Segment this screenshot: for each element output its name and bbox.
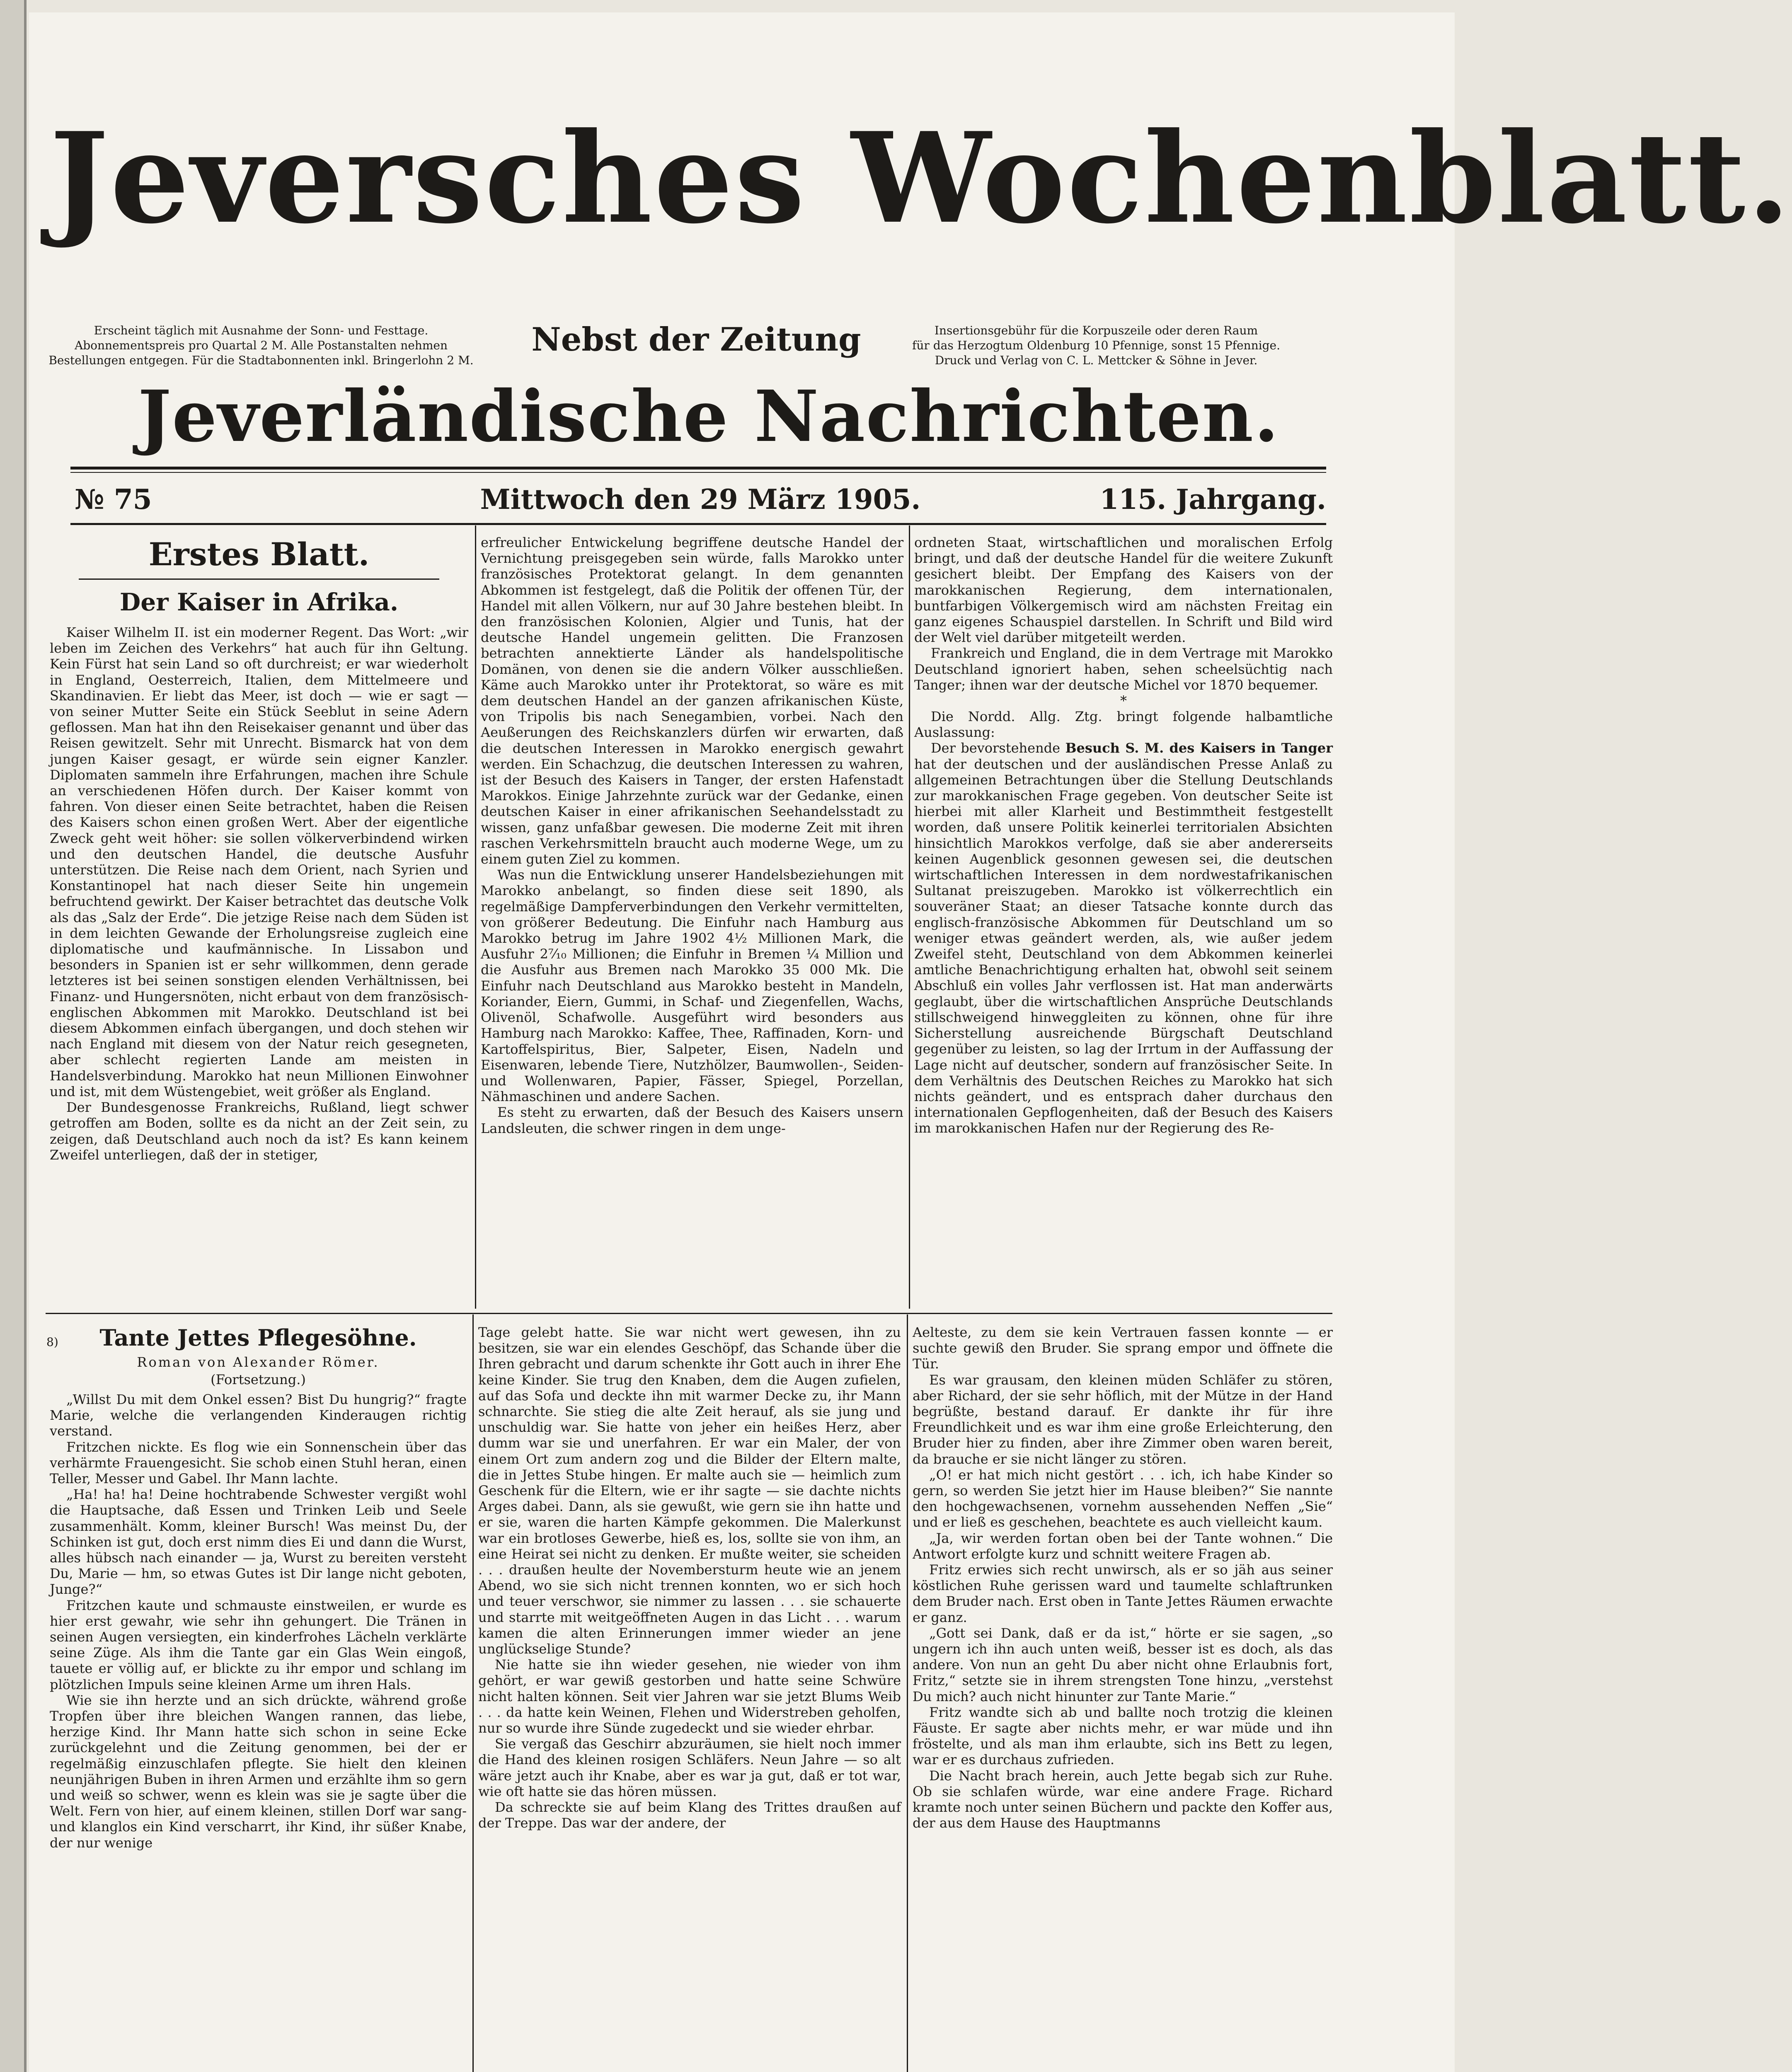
header-rule-top-thin [70,472,1326,473]
advertising-info: Insertionsgebühr für die Korpuszeile oder deren Raum für das Herzogtum Oldenburg 10 Pfennige, sonst 15 Pfennige. Druck und Verlag von C. L. Mettcker & Söhne in Jever. [912,324,1280,367]
story-paragraph: Fritz wandte sich ab und ballte noch trotzig die kleinen Fäuste. Er sagte aber nichts mehr, er war müde und ihn fröstelte, und als man ihm erlaubte, sich ins Bett zu legen, war er es durchaus zufrieden. [913,1704,1333,1768]
upper-column-3 [914,535,1333,1136]
masthead-subtitle: Jeverländische Nachrichten. [138,375,1280,458]
section-separator-star: * [1120,693,1127,709]
masthead-title: Jeversches Wochenblatt. [50,105,1792,251]
story-paragraph: Nie hatte sie ihn wieder gesehen, nie wieder von ihm gehört, er war gewiß gestorben und hatte seine Schwüre nicht halten können. Seit vier Jahren war sie jetzt Blums Weib . . . da hatte kein Weinen, Flehen und Widerstreben geholfen, nur so wurde ihre Sünde zugedeckt und sie wieder ehrbar. [478,1657,901,1736]
column-rule-3 [472,1314,474,2072]
issue-volume: 115. Jahrgang. [1099,483,1326,516]
story-paragraph: Sie vergaß das Geschirr abzuräumen, sie hielt noch immer die Hand des kleinen rosigen Schläfers. Neun Jahre — so alt wäre jetzt auch ihr Knabe, aber es war ja gut, daß er tot war, wie oft hatte sie das hören müssen. [478,1736,901,1799]
article-paragraph [914,740,1333,1136]
story-paragraph: „Willst Du mit dem Onkel essen? Bist Du hungrig?“ fragte Marie, welche die verlangenden Kinderaugen richtig verstand. [50,1392,467,1439]
subscription-info: Erscheint täglich mit Ausnahme der Sonn- und Festtage. Abonnementspreis pro Quartal 2 M. Alle Postanstalten nehmen Bestellungen entgegen. Für die Stadtabonnenten inkl. Bringerlohn 2 M. [48,324,474,367]
article-paragraph: Der Bundesgenosse Frankreichs, Rußland, liegt schwer getroffen am Boden, sollte es da nicht an der Zeit sein, zu zeigen, daß Deutschland auch noch da ist? Es kann keinem Zweifel unterliegen, daß der in stetiger, [50,1099,468,1163]
bold-phrase: Besuch S. M. des Kaisers in Tanger [1065,740,1333,756]
feuilleton-column-2 [478,1324,901,1831]
page-fold [0,0,25,2072]
story-paragraph: „Gott sei Dank, daß er da ist,“ hörte er sie sagen, „so ungern ich ihn auch unten weiß, besser ist es doch, als das andere. Von nun an geht Du aber nicht ohne Erlaubnis fort, Fritz,“ setzte sie in ihrem strengsten Tone hinzu, „verstehst Du mich? auch nicht hinunter zur Tante Marie.“ [913,1625,1333,1704]
feuilleton-byline: Roman von Alexander Römer. [137,1354,380,1370]
upper-column-2 [481,535,903,1136]
fold-line [24,0,27,2072]
feuilleton-column-1 [50,1322,467,1851]
story-paragraph: „O! er hat mich nicht gestört . . . ich, ich habe Kinder so gern, so werden Sie jetzt hier im Hause bleiben?“ Sie nannte den hochgewachsenen, vornehm aussehenden Neffen „Sie“ und er ließ es geschehen, beachtete es auch vielleicht kaum. [913,1467,1333,1530]
header-rule-bottom [70,523,1326,525]
story-paragraph: „Ja, wir werden fortan oben bei der Tante wohnen.“ Die Antwort erfolgte kurz und schnitt weitere Fragen ab. [913,1530,1333,1562]
article-title: Der Kaiser in Afrika. [119,588,399,616]
story-paragraph: Fritzchen nickte. Es flog wie ein Sonnenschein über das verhärmte Frauengesicht. Sie schob einen Stuhl heran, einen Teller, Messer und Gabel. Ihr Mann lachte. [50,1439,467,1487]
story-paragraph: Fritz erwies sich recht unwirsch, als er so jäh aus seiner köstlichen Ruhe gerissen ward und taumelte schlaftrunken dem Bruder nach. Erst oben in Tante Jettes Räumen erwachte er ganz. [913,1562,1333,1625]
column-rule-1 [475,525,476,1309]
story-paragraph: Die Nacht brach herein, auch Jette begab sich zur Ruhe. Ob sie schlafen würde, war eine andere Frage. Richard kramte noch unter seinen Büchern und packte den Koffer aus, der aus dem Hause des Hauptmanns [913,1767,1333,1831]
feuilleton-column-3 [913,1324,1333,1831]
paragraph-lead: Der bevorstehende [931,740,1061,756]
story-paragraph: Da schreckte sie auf beim Klang des Trittes draußen auf der Treppe. Das war der andere, der [478,1799,901,1831]
article-paragraph: erfreulicher Entwickelung begriffene deutsche Handel der Vernichtung preisgegeben sein würde, falls Marokko unter französisches Protektorat gelangt. In dem genannten Abkommen ist festgelegt, daß die Politik der offenen Tür, der Handel mit allen Völkern, nur auf 30 Jahre bestehen bleibt. In den französischen Kolonien, Algier und Tunis, hat der deutsche Handel ungemein gelitten. Die Franzosen betrachten annektierte Länder als handelspolitische Domänen, von denen sie die andern Völker ausschließen. Käme auch Marokko unter ihr Protektorat, so wäre es mit dem deutschen Handel an der ganzen afrikanischen Küste, von Tripolis bis nach Senegambien, vorbei. Nach den Aeußerungen des Reichskanzlers dürfen wir erwarten, daß die deutschen Interessen in Marokko energisch gewahrt werden. Ein Schachzug, die deutschen Interessen zu wahren, ist der Besuch des Kaisers in Tanger, der ersten Hafenstadt Marokkos. Einige Jahrzehnte zurück war der Gedanke, einen deutschen Kaiser in einer afrikanischen Seehandelsstadt zu wissen, ganz unfaßbar gewesen. Die moderne Zeit mit ihren raschen Verkehrsmitteln braucht auch moderne Wege, um zu einem guten Ziel zu kommen. [481,535,903,867]
story-paragraph: Fritzchen kaute und schmauste einstweilen, er wurde es hier erst gewahr, wie sehr ihn gehungert. Die Tränen in seinen Augen versiegten, ein kinderfrohes Lächeln verklärte seine Züge. Als ihm die Tante gar ein Glas Wein eingoß, tauete er völlig auf, er blickte zu ihr empor und schlang im plötzlichen Impuls seine kleinen Arme um ihren Hals. [50,1597,467,1692]
article-paragraph: Es steht zu erwarten, daß der Besuch des Kaisers unsern Landsleuten, die schwer ringen in dem unge- [481,1104,903,1136]
story-paragraph: Wie sie ihn herzte und an sich drückte, während große Tropfen über ihre bleichen Wangen rannen, das liebe, herzige Kind. Ihr Mann hatte sich schon in seine Ecke zurückgelehnt und die Zeitung genommen, bei der er regelmäßig einzuschlafen pflegte. Sie hielt den kleinen neunjährigen Buben in ihren Armen und erzählte ihm so gern und weiß so schwer, wenn es klein was sie je sagte über die Welt. Fern von hier, auf einem kleinen, stillen Dorf war sang- und klanglos ein Kind verscharrt, ihr Kind, ihr süßer Knabe, der nur wenige [50,1692,467,1851]
article-paragraph: Die Nordd. Allg. Ztg. bringt folgende halbamtliche Auslassung: [914,709,1333,741]
issue-date: Mittwoch den 29 März 1905. [480,483,921,516]
article-paragraph: Kaiser Wilhelm II. ist ein moderner Regent. Das Wort: „wir leben im Zeichen des Verkehrs“ hat auch für ihn Geltung. Kein Fürst hat sein Land so oft durchreist; er war wiederholt in England, Oesterreich, Italien, dem Mittelmeere und Skandinavien. Er liebt das Meer, ist doch — wie er sagt — von seiner Mutter Seite ein Stück Seeblut in seine Adern geflossen. Man hat ihn den Reisekaiser genannt und über das Reisen gewitzelt. Sehr mit Unrecht. Bismarck hat von dem jungen Kaiser gesagt, er würde sein eigner Kanzler. Diplomaten sammeln ihre Erfahrungen, machen ihre Schule an verschiedenen Höfen durch. Der Kaiser kommt von fahren. Von dieser einen Seite betrachtet, haben die Reisen des Kaisers schon einen großen Wert. Aber der eigentliche Zweck geht weit höher: sie sollen völkerverbindend wirken und den deutschen Handel, die deutsche Ausfuhr unterstützen. Die Reise nach dem Orient, nach Syrien und Konstantinopel hat nach dieser Seite hin ungemein befruchtend gewirkt. Der Kaiser betrachtet das deutsche Volk als das „Salz der Erde“. Die jetzige Reise nach dem Süden ist in dem leichten Gewande der Erholungsreise zugleich eine diplomatische und kaufmännische. In Lissabon und besonders in Spanien ist er sehr willkommen, denn gerade letzteres ist bei seinen sonstigen elenden Verhältnissen, bei Finanz- und Hungersnöten, nicht erbaut von dem französisch-englischen Abkommen mit Marokko. Deutschland ist bei diesem Abkommen einfach übergangen, und doch stehen wir nach England mit diesem von der Natur reich gesegneten, aber schlecht regierten Lande am meisten in Handelsverbindung. Marokko hat neun Millionen Einwohner und ist, mit dem Wüstengebiet, weit größer als England. [50,625,468,1099]
feuilleton-rule [46,1313,1332,1314]
story-paragraph: Tage gelebt hatte. Sie war nicht wert gewesen, ihn zu besitzen, sie war ein elendes Geschöpf, das Schande über die Ihren gebracht und darum schenkte ihr Gott auch in ihrer Ehe keine Kinder. Sie trug den Knaben, dem die Augen zufielen, auf das Sofa und deckte ihn mit warmer Decke zu, ihr Mann schnarchte. Sie stieg die alte Zeit herauf, als sie jung und unschuldig war. Sie hatte von jeher ein heißes Herz, aber dumm war sie und unerfahren. Er war ein Maler, der von einem Ort zum andern zog und die Bilder der Eltern malte, die in Jettes Stube hingen. Er malte auch sie — heimlich zum Geschenk für die Eltern, wie er ihr sagte — sie dachte nichts Arges dabei. Dann, als sie gewußt, wie gern sie ihn hatte und er sie, waren die harten Kämpfe gekommen. Die Malerkunst war ein brotloses Gewerbe, hieß es, los, sollte sie von ihm, an eine Heirat sei nicht zu denken. Er mußte weiter, sie scheiden . . . draußen heulte der Novembersturm heute wie an jenem Abend, wo sie sich nicht trennen konnten, wo er sich hoch und teuer verschwor, sie nimmer zu lassen . . . sie schauerte und starrte mit weitgeöffneten Augen in das Licht . . . warum kamen die alten Erinnerungen immer wieder an jene unglückselige Stunde? [478,1324,901,1657]
section-title-rule [79,579,439,580]
feuilleton-number: 8) [46,1335,58,1349]
feuilleton-title: Tante Jettes Pflegesöhne. [99,1324,417,1351]
paragraph-text: hat der deutschen und der ausländischen Presse Anlaß zu allgemeinen Betrachtungen über die Stellung Deutschlands zur marokkanischen Frage gegeben. Von deutscher Seite ist hierbei mit aller Klarheit und Bestimmtheit festgestellt worden, daß unsere Politik keinerlei territorialen Absichten hinsichtlich Marokkos verfolge, daß sie aber andererseits keinen Augenblick gesonnen gewesen sei, die deutschen wirtschaftlichen Interessen in dem nordwestafrikanischen Sultanat preiszugeben. Marokko ist völkerrechtlich ein souveräner Staat; an dieser Tatsache konnte durch das englisch-französische Abkommen für Deutschland um so weniger etwas geändert werden, als, wie außer jedem Zweifel steht, Deutschland von dem Abkommen keinerlei amtliche Benachrichtigung erhalten hat, obwohl seit seinem Abschluß ein volles Jahr verflossen ist. Hat man anderwärts geglaubt, über die wirtschaftlichen Ansprüche Deutschlands stillschweigend hinweggleiten zu können, ohne für ihre Sicherstellung ausreichende Bürgschaft Deutschland gegenüber zu leisten, so lag der Irrtum in der Auffassung der Lage nicht auf deutscher, sondern auf französischer Seite. In dem Verhältnis des Deutschen Reiches zu Marokko hat sich nichts geändert, und es entsprach daher durchaus den internationalen Gepflogenheiten, daß der Besuch des Kaisers im marokkanischen Hafen nur der Regierung des Re- [914,756,1333,1136]
column-rule-2 [909,525,910,1309]
feuilleton-continuation: (Fortsetzung.) [211,1372,306,1387]
story-paragraph: Aelteste, zu dem sie kein Vertrauen fassen konnte — er suchte gewiß den Bruder. Sie sprang empor und öffnete die Tür. [913,1324,1333,1372]
section-title: Erstes Blatt. [148,536,370,573]
upper-column-1 [50,535,468,1163]
header-rule-top [70,467,1326,470]
article-paragraph: Was nun die Entwicklung unserer Handelsbeziehungen mit Marokko anbelangt, so finden diese seit 1890, als regelmäßige Dampferverbindungen den Verkehr vermittelten, von größerer Bedeutung. Die Einfuhr nach Hamburg aus Marokko betrug im Jahre 1902 4½ Millionen Mark, die Ausfuhr 2⁷⁄₁₀ Millionen; die Einfuhr in Bremen ¼ Million und die Ausfuhr aus Bremen nach Marokko 35 000 Mk. Die Einfuhr nach Deutschland aus Marokko besteht in Mandeln, Koriander, Eiern, Gummi, in Schaf- und Ziegenfellen, Wachs, Olivenöl, Schafwolle. Ausgeführt wird besonders aus Hamburg nach Marokko: Kaffee, Thee, Raffinaden, Korn- und Kartoffelspiritus, Bier, Salpeter, Eisen, Nadeln und Eisenwaren, lebende Tiere, Nutzhölzer, Baumwollen-, Seiden- und Wollenwaren, Papier, Fässer, Spiegel, Porzellan, Nähmaschinen und andere Sachen. [481,867,903,1105]
issue-number: № 75 [75,483,152,516]
column-rule-4 [907,1314,908,2072]
story-paragraph: Es war grausam, den kleinen müden Schläfer zu stören, aber Richard, der sie sehr höflich, mit der Mütze in der Hand begrüßte, bestand darauf. Er dankte ihr für ihre Freundlichkeit und es war ihm eine große Erleichterung, den Bruder hier zu finden, aber ihre Zimmer oben waren bereit, da brauche er sie nicht länger zu stören. [913,1372,1333,1467]
story-paragraph: „Ha! ha! ha! Deine hochtrabende Schwester vergißt wohl die Hauptsache, daß Essen und Trinken Leib und Seele zusammenhält. Komm, kleiner Bursch! Was meinst Du, der Schinken ist gut, doch erst nimm dies Ei und dann die Wurst, alles hübsch nach einander — ja, Wurst zu bereiten versteht Du, Marie — hm, so etwas Gutes ist Dir lange nicht geboten, Junge?“ [50,1486,467,1598]
article-paragraph: Frankreich und England, die in dem Vertrage mit Marokko Deutschland ignoriert haben, sehen scheelsüchtig nach Tanger; ihnen war der deutsche Michel vor 1870 bequemer. [914,645,1333,693]
article-paragraph: ordneten Staat, wirtschaftlichen und moralischen Erfolg bringt, und daß der deutsche Handel für die weitere Zukunft gesichert bleibt. Der Empfang des Kaisers von der marokkanischen Regierung, dem internationalen, buntfarbigen Völkergemisch wird am nächsten Freitag ein ganz eigenes Schauspiel darstellen. In Schrift und Bild wird der Welt viel darüber mitgeteilt werden. [914,535,1333,646]
masthead-companion: Nebst der Zeitung [531,321,861,358]
